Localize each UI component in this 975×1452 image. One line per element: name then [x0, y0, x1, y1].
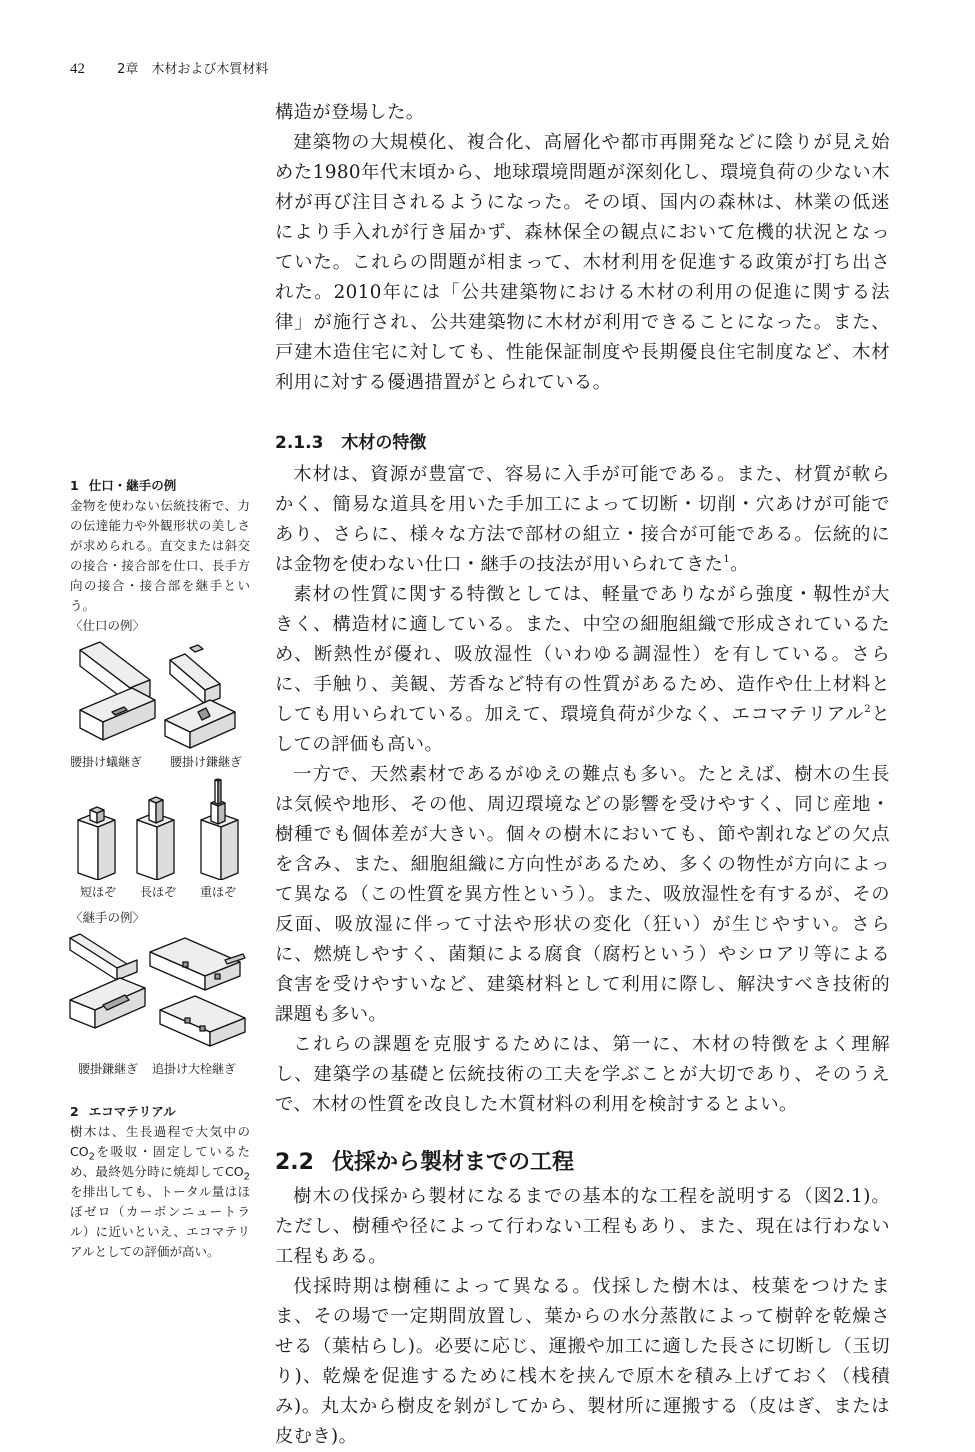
paragraph: 構造が登場した。	[275, 102, 425, 123]
paragraph: 伐採時期は樹種によって異なる。伐採した樹木は、枝葉をつけたまま、その場で一定期間放置し、葉からの水分蒸散によって樹幹を乾燥させる（葉枯らし)。必要に応じ、運搬や加工に適した長さに切断し（玉切り)、乾燥を促進するために桟木を挟んで原木を積み上げておく（桟積み)。丸太から樹皮を剝がしてから、製材所に運搬する（皮はぎ、または皮むき)。	[275, 1276, 890, 1447]
sidenote-2	[70, 1102, 250, 1262]
caption-nagahozo: 長ほぞ	[140, 885, 177, 899]
joint-illustration-row-1	[70, 640, 250, 750]
sidenote-title: 1 仕口・継手の例	[70, 478, 177, 493]
paragraph: 一方で、天然素材であるがゆえの難点も多い。たとえば、樹木の生長は気候や地形、その他、周辺環境などの影響を受けやすく、同じ産地・樹種でも個体差が大きい。個々の樹木においても、節や割れなどの欠点を含み、また、細胞組織に方向性があるため、多くの物性が方向によって異なる（この性質を異方性という）。また、吸放湿性を有するが、その反面、吸放湿に伴って寸法や形状の変化（狂い）が生じやすい。さらに、燃焼しやすく、菌類による腐食（腐朽という）やシロアリ等による食害を受けやすいなど、建築材料として利用に際し、解決すべき技術的課題も多い。	[275, 764, 890, 1025]
tsugite-heading: 〈継手の例〉	[70, 910, 146, 925]
paragraph: 素材の性質に関する特徴としては、軽量でありながら強度・靱性が大きく、構造材に適している。また、中空の細胞組織で形成されているため、断熱性が優れ、吸放湿性（いわゆる調湿性）を有している。さらに、手触り、美観、芳香など特有の性質があるため、造作や仕上材料としても用いられている。加えて、環境負荷が少なく、エコマテリアル$^2$としての評価も高い。	[275, 584, 891, 755]
sidenote-title: 2 エコマテリアル	[70, 1104, 176, 1119]
caption-koshikama: 腰掛鎌継ぎ	[78, 1062, 139, 1076]
joint-illustration-row-2	[70, 775, 250, 880]
main-text	[275, 98, 890, 1452]
sidenote-body: 樹木は、生長過程で大気中の$CO_2$を吸収・固定しているため、最終処分時に焼却して$CO_2$を排出しても、トータル量はほぼゼロ（カーボンニュートラル）に近いといえ、エコマテリアルとしての評価が高い。	[70, 1124, 250, 1259]
sidenote-1	[70, 476, 250, 636]
section-heading-2-1-3	[275, 428, 890, 458]
caption-kama: 腰掛け鎌継ぎ	[170, 755, 243, 769]
caption-jubozo: 重ほぞ	[200, 885, 237, 899]
footnote-ref[interactable]: 1	[723, 554, 731, 565]
running-head	[70, 58, 268, 78]
tsugite-heading-wrap	[70, 908, 250, 928]
paragraph: 木材は、資源が豊富で、容易に入手が可能である。また、材質が軟らかく、簡易な道具を用いた手加工によって切断・切削・穴あけが可能であり、さらに、様々な方法で部材の組立・接合が可能である。伝統的には金物を使わない仕口・継手の技法が用いられてきた$^1$。	[275, 464, 890, 575]
sidenote-body: 金物を使わない伝統技術で、力の伝達能力や外観形状の美しさが求められる。直交または斜交の接合・接合部を仕口、長手方向の接合・接合部を継手という。	[70, 498, 250, 613]
paragraph: 建築物の大規模化、複合化、高層化や都市再開発などに陰りが見え始めた1980年代末頃から、地球環境問題が深刻化し、環境負荷の少ない木材が再び注目されるようになった。その頃、国内の森林は、林業の低迷により手入れが行き届かず、森林保全の観点において危機的状況となっていた。これらの問題が相まって、木材利用を促進する政策が打ち出された。2010年には「公共建築物における木材の利用の促進に関する法律」が施行され、公共建築物に木材が利用できることになった。また、戸建木造住宅に対しても、性能保証制度や長期優良住宅制度など、木材利用に対する優遇措置がとられている。	[275, 132, 890, 393]
shiguchi-heading: 〈仕口の例〉	[70, 618, 146, 633]
page-number: 42	[70, 61, 85, 77]
section-title: 伐採から製材までの工程	[331, 1150, 574, 1175]
section-heading-2-2	[275, 1146, 890, 1180]
caption-okkake: 追掛け大栓継ぎ	[152, 1062, 237, 1076]
paragraph: 樹木の伐採から製材になるまでの基本的な工程を説明する（図2.1)。ただし、樹種や径によって行わない工程もあり、また、現在は行わない工程もある。	[275, 1186, 890, 1267]
caption-ari: 腰掛け蟻継ぎ	[70, 755, 143, 769]
caption-tanhozo: 短ほぞ	[80, 885, 117, 899]
section-title: 木材の特徴	[341, 433, 427, 453]
joint-illustration-row-3	[65, 930, 250, 1055]
section-number: 2.1.3	[275, 433, 324, 453]
footnote-ref[interactable]: 2	[864, 704, 871, 715]
chapter-title: 2章 木材および木質材料	[117, 62, 269, 77]
section-number: 2.2	[275, 1150, 314, 1175]
paragraph: これらの課題を克服するためには、第一に、木材の特徴をよく理解し、建築学の基礎と伝統技術の工夫を学ぶことが大切であり、そのうえで、木材の性質を改良した木質材料の利用を検討するとよい。	[275, 1034, 890, 1115]
